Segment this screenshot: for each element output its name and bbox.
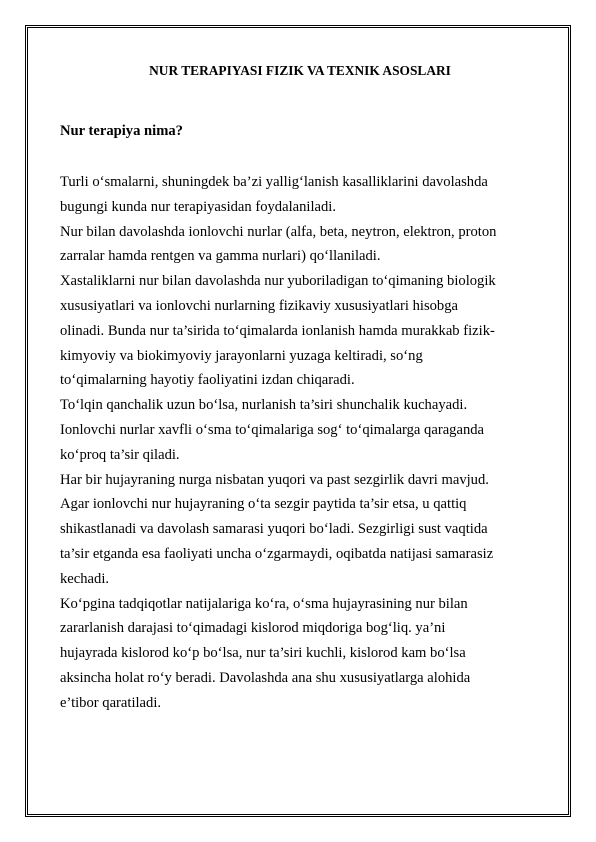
text-line: e’tibor qaratiladi.	[60, 694, 162, 711]
text-line: To‘lqin qanchalik uzun bo‘lsa, nurlanish ta’siri shunchalik kuchayadi.	[60, 397, 468, 414]
text-line: aksincha holat ro‘y beradi. Davolashda ana shu xususiyatlarga alohida	[60, 669, 471, 686]
paragraph	[60, 269, 540, 393]
text-line: kimyoviy va biokimyoviy jarayonlarni yuzaga keltiradi, so‘ng	[60, 347, 423, 364]
text-line: Xastaliklarni nur bilan davolashda nur yuboriladigan to‘qimaning biologik	[60, 273, 496, 290]
paragraph	[60, 418, 540, 468]
text-line: bugungi kunda nur terapiyasidan foydalaniladi.	[60, 198, 336, 215]
paragraph-list	[60, 170, 540, 716]
text-line: Ionlovchi nurlar xavfli o‘sma to‘qimalariga sog‘ to‘qimalarga qaraganda	[60, 421, 485, 438]
text-line: ta’sir etganda esa faoliyati uncha o‘zgarmaydi, oqibatda natijasi samarasiz	[60, 545, 494, 562]
text-line: Nur bilan davolashda ionlovchi nurlar (alfa, beta, neytron, elektron, proton	[60, 223, 497, 240]
text-line: Har bir hujayraning nurga nisbatan yuqori va past sezgirlik davri mavjud.	[60, 471, 489, 488]
text-line: zararlanish darajasi to‘qimadagi kislorod miqdoriga bog‘liq. ya’ni	[60, 620, 446, 637]
section-heading: Nur terapiya nima?	[60, 123, 183, 139]
text-line: shikastlanadi va davolash samarasi yuqori bo‘ladi. Sezgirligi sust vaqtida	[60, 521, 488, 538]
paragraph	[60, 468, 540, 592]
text-line: olinadi. Bunda nur ta’sirida to‘qimalarda ionlanish hamda murakkab fizik-	[60, 322, 495, 339]
text-line: zarralar hamda rentgen va gamma nurlari) qo‘llaniladi.	[60, 248, 381, 265]
text-line: Turli o‘smalarni, shuningdek ba’zi yallig‘lanish kasalliklarini davolashda	[60, 174, 488, 190]
document-body	[60, 56, 540, 716]
text-line: to‘qimalarning hayotiy faoliyatini izdan chiqaradi.	[60, 372, 355, 389]
paragraph	[60, 592, 540, 716]
text-line: xususiyatlari va ionlovchi nurlarning fizikaviy xususiyatlari hisobga	[60, 297, 459, 314]
paragraph	[60, 393, 540, 418]
text-line: hujayrada kislorod ko‘p bo‘lsa, nur ta’siri kuchli, kislorod kam bo‘lsa	[60, 645, 466, 662]
text-line: Ko‘pgina tadqiqotlar natijalariga ko‘ra, o‘sma hujayrasining nur bilan	[60, 595, 468, 612]
text-line: ko‘proq ta’sir qiladi.	[60, 446, 180, 463]
text-line: Agar ionlovchi nur hujayraning o‘ta sezgir paytida ta’sir etsa, u qattiq	[60, 496, 467, 513]
text-line: kechadi.	[60, 570, 110, 587]
paragraph	[60, 220, 540, 270]
document-title: NUR TERAPIYASI FIZIK VA TEXNIK ASOSLARI	[149, 63, 451, 78]
paragraph	[60, 170, 540, 220]
